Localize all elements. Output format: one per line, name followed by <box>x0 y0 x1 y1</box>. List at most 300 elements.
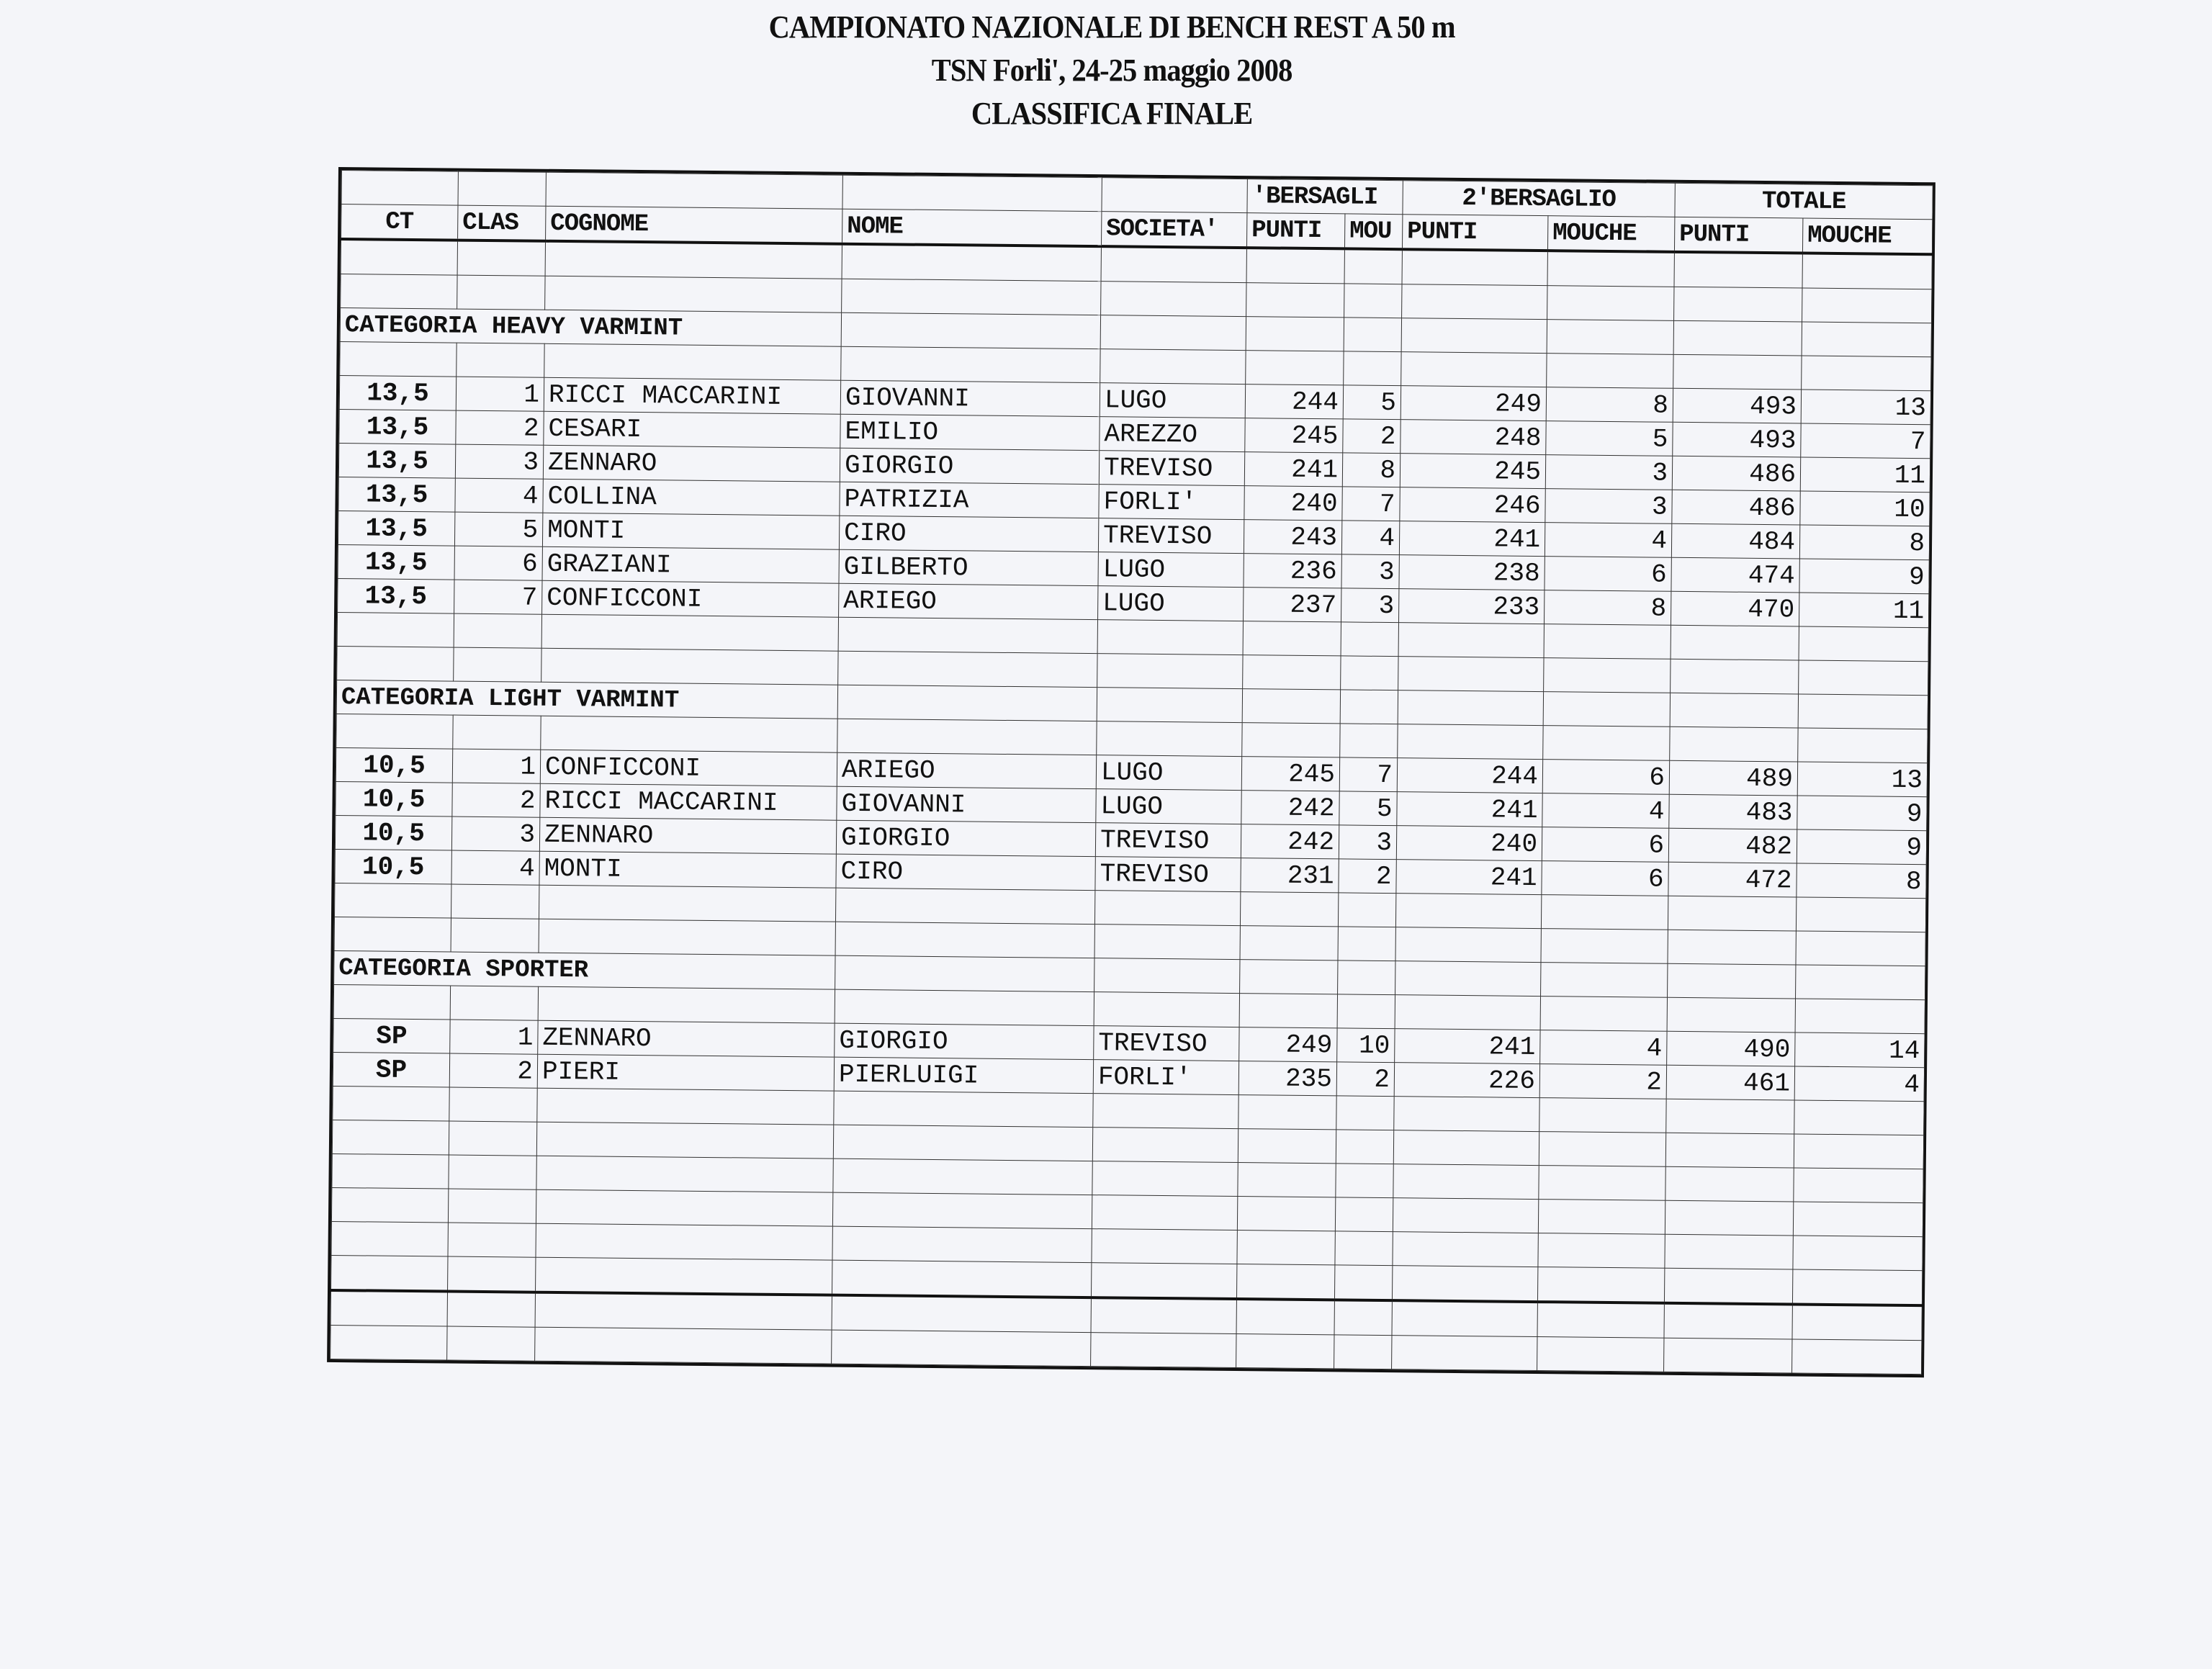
empty-cell <box>1401 318 1547 354</box>
empty-cell <box>1243 655 1341 690</box>
empty-cell <box>1240 892 1338 927</box>
empty-cell <box>1236 1299 1334 1335</box>
empty-cell <box>450 986 538 1020</box>
cell-b1-mouche: 5 <box>1339 791 1397 826</box>
empty-cell <box>1392 1300 1537 1336</box>
empty-cell <box>1100 315 1246 351</box>
empty-cell <box>1796 931 1925 966</box>
empty-cell <box>1398 724 1543 760</box>
empty-cell <box>1543 692 1670 727</box>
empty-cell <box>841 346 1100 382</box>
cell-b2-punti: 245 <box>1400 454 1545 489</box>
cell-tot-mouche: 8 <box>1797 863 1926 899</box>
cell-b1-mouche: 7 <box>1342 487 1400 521</box>
empty-cell <box>1544 624 1671 660</box>
cell-ct: 13,5 <box>339 376 456 411</box>
cell-societa: TREVISO <box>1098 518 1244 554</box>
cell-b1-punti: 245 <box>1241 757 1339 791</box>
empty-cell <box>837 685 1097 721</box>
cell-societa: LUGO <box>1098 552 1244 588</box>
empty-cell <box>331 1290 447 1326</box>
empty-cell <box>333 984 450 1020</box>
empty-cell <box>1091 1263 1236 1299</box>
cell-cognome: PIERI <box>537 1054 834 1091</box>
empty-cell <box>1344 318 1401 352</box>
empty-cell <box>1338 961 1395 995</box>
empty-cell <box>449 1155 536 1189</box>
empty-cell <box>1242 723 1340 757</box>
empty-cell <box>536 1189 832 1226</box>
cell-b2-punti: 244 <box>1397 758 1542 793</box>
cell-tot-mouche: 9 <box>1799 559 1929 594</box>
empty-cell <box>454 647 541 682</box>
empty-cell <box>1543 726 1670 761</box>
empty-cell <box>832 1330 1091 1366</box>
empty-cell <box>1547 320 1673 355</box>
empty-cell <box>1344 284 1402 318</box>
empty-cell <box>1664 1338 1792 1373</box>
cell-b1-punti: 244 <box>1245 384 1343 419</box>
empty-cell <box>1338 893 1395 927</box>
cell-societa: TREVISO <box>1095 823 1241 858</box>
cell-b1-punti: 231 <box>1241 858 1339 893</box>
cell-cognome: MONTI <box>539 851 836 888</box>
cell-tot-mouche: 13 <box>1801 390 1930 425</box>
cell-societa: LUGO <box>1096 755 1241 791</box>
cell-tot-punti: 486 <box>1672 456 1800 491</box>
empty-cell <box>1795 999 1925 1034</box>
cell-b2-punti: 238 <box>1399 555 1545 590</box>
empty-cell <box>1802 322 1931 357</box>
empty-cell <box>1793 1202 1923 1237</box>
cell-cognome: RICCI MACCARINI <box>540 783 837 820</box>
empty-cell <box>1401 352 1547 387</box>
empty-cell <box>341 239 457 275</box>
empty-cell <box>457 343 544 377</box>
empty-cell <box>1792 1304 1922 1340</box>
group-header-bersaglio-1: 'BERSAGLI <box>1247 179 1403 215</box>
empty-cell <box>536 1156 833 1192</box>
empty-cell <box>447 1326 535 1361</box>
empty-cell <box>1402 284 1547 320</box>
cell-nome: GIORGIO <box>836 820 1095 856</box>
cell-b1-punti: 235 <box>1238 1061 1336 1096</box>
cell-tot-punti: 472 <box>1668 862 1797 897</box>
empty-cell <box>1101 246 1246 282</box>
cell-b1-punti: 249 <box>1239 1027 1337 1062</box>
cell-clas: 3 <box>455 444 543 479</box>
cell-ct: 13,5 <box>339 410 456 445</box>
empty-cell <box>833 1125 1092 1161</box>
empty-cell <box>1338 927 1395 961</box>
cell-b2-mouche: 6 <box>1542 827 1668 863</box>
column-header-clas: CLAS <box>458 205 546 241</box>
column-header-tot-mouche: MOUCHE <box>1802 218 1932 254</box>
category-title: CATEGORIA LIGHT VARMINT <box>336 680 837 719</box>
empty-cell <box>1541 963 1668 998</box>
cell-tot-mouche: 8 <box>1799 525 1929 560</box>
empty-cell <box>1665 1234 1793 1269</box>
empty-cell <box>1664 1268 1792 1304</box>
cell-b2-mouche: 8 <box>1545 590 1671 626</box>
empty-cell <box>1666 1099 1794 1134</box>
cell-tot-punti: 490 <box>1667 1031 1795 1066</box>
empty-cell <box>1671 625 1799 660</box>
cell-tot-punti: 486 <box>1672 490 1800 525</box>
empty-cell <box>1793 1236 1923 1271</box>
empty-cell <box>332 1153 449 1189</box>
cell-clas: 1 <box>450 1020 538 1054</box>
cell-clas: 3 <box>451 816 539 851</box>
cell-nome: CIRO <box>836 854 1095 890</box>
empty-cell <box>1341 656 1398 690</box>
empty-cell <box>842 279 1101 315</box>
cell-clas: 4 <box>451 850 539 885</box>
cell-societa: LUGO <box>1096 789 1241 824</box>
empty-cell <box>1547 286 1674 321</box>
empty-cell <box>1094 925 1240 960</box>
cell-ct: 10,5 <box>335 849 451 884</box>
empty-cell <box>449 1121 536 1156</box>
empty-cell <box>1393 1130 1539 1166</box>
empty-cell <box>838 651 1097 687</box>
cell-b1-punti: 242 <box>1241 791 1339 825</box>
cell-clas: 6 <box>454 546 542 580</box>
empty-cell <box>1398 690 1543 726</box>
cell-tot-mouche: 14 <box>1795 1033 1925 1068</box>
cell-b1-mouche: 8 <box>1342 453 1400 487</box>
cell-societa: TREVISO <box>1094 1026 1239 1061</box>
empty-cell <box>1668 930 1796 965</box>
cell-ct: 13,5 <box>338 579 454 614</box>
empty-cell <box>544 343 841 380</box>
empty-cell <box>1673 320 1802 356</box>
empty-cell <box>334 917 451 952</box>
cell-tot-punti: 484 <box>1671 523 1799 559</box>
title-championship: CAMPIONATO NAZIONALE DI BENCH REST A 50 m <box>768 9 1455 45</box>
empty-cell <box>837 719 1097 755</box>
cell-tot-punti: 470 <box>1671 591 1799 626</box>
empty-cell <box>835 888 1094 924</box>
empty-cell <box>1344 351 1401 386</box>
cell-b1-mouche: 2 <box>1339 859 1396 894</box>
cell-tot-punti: 482 <box>1668 828 1797 863</box>
empty-cell <box>1239 994 1337 1028</box>
empty-cell <box>1242 689 1340 724</box>
cell-b2-punti: 226 <box>1394 1063 1539 1098</box>
cell-clas: 5 <box>454 512 542 546</box>
empty-cell <box>332 1120 449 1155</box>
cell-cognome: ZENNARO <box>538 1020 835 1057</box>
empty-cell <box>536 1223 832 1260</box>
title-venue-date: TSN Forli', 24-25 maggio 2008 <box>931 53 1292 88</box>
empty-cell <box>448 1223 536 1257</box>
empty-cell <box>1395 961 1541 997</box>
cell-cognome: MONTI <box>542 513 839 549</box>
empty-cell <box>1334 1335 1392 1369</box>
cell-b2-mouche: 3 <box>1545 489 1672 524</box>
empty-cell <box>1668 896 1796 931</box>
empty-cell <box>539 919 835 955</box>
empty-cell <box>331 1221 448 1256</box>
cell-b1-mouche: 10 <box>1337 1028 1395 1063</box>
cell-nome: GIOVANNI <box>840 380 1100 416</box>
empty-cell <box>1802 288 1932 323</box>
empty-cell <box>537 1088 834 1125</box>
cell-b1-punti: 242 <box>1241 824 1339 859</box>
empty-cell <box>1092 1229 1237 1264</box>
empty-cell <box>1538 1233 1665 1269</box>
cell-nome: GIOVANNI <box>837 786 1096 822</box>
cell-tot-punti: 493 <box>1673 388 1801 423</box>
cell-b1-punti: 236 <box>1244 554 1341 588</box>
cell-tot-punti: 493 <box>1673 422 1801 457</box>
empty-cell <box>838 617 1097 653</box>
cell-b1-punti: 241 <box>1244 452 1342 487</box>
cell-b1-mouche: 2 <box>1343 419 1401 454</box>
cell-societa: AREZZO <box>1100 417 1245 452</box>
empty-cell <box>539 885 835 922</box>
cell-b2-punti: 240 <box>1396 826 1542 861</box>
empty-cell <box>1402 249 1547 285</box>
empty-cell <box>535 1292 832 1330</box>
empty-cell <box>1665 1200 1793 1236</box>
cell-nome: PIERLUIGI <box>834 1057 1093 1093</box>
empty-cell <box>835 922 1094 958</box>
cell-b1-mouche: 4 <box>1341 521 1399 555</box>
empty-cell <box>1537 1337 1664 1372</box>
empty-cell <box>832 1295 1091 1333</box>
empty-cell <box>1336 1164 1393 1198</box>
empty-cell <box>448 1256 536 1292</box>
empty-cell <box>1097 654 1243 689</box>
cell-b1-mouche: 5 <box>1343 385 1401 420</box>
column-header-ct: CT <box>341 204 458 240</box>
empty-cell <box>337 613 454 648</box>
empty-cell <box>1674 252 1802 288</box>
empty-cell <box>1093 1094 1238 1129</box>
empty-cell <box>832 1260 1091 1297</box>
results-body <box>331 239 1933 1375</box>
cell-nome: PATRIZIA <box>840 482 1099 518</box>
empty-cell <box>835 955 1094 991</box>
cell-ct: 13,5 <box>338 511 454 546</box>
empty-cell <box>1537 1302 1664 1338</box>
cell-b2-mouche: 4 <box>1540 1030 1667 1066</box>
empty-cell <box>1670 726 1798 762</box>
cell-cognome: ZENNARO <box>539 817 836 854</box>
empty-cell <box>1393 1164 1539 1200</box>
empty-cell <box>1798 694 1928 729</box>
empty-cell <box>1092 1161 1238 1197</box>
cell-tot-mouche: 10 <box>1800 491 1930 526</box>
cell-tot-punti: 483 <box>1669 794 1797 829</box>
empty-cell <box>841 312 1100 348</box>
empty-cell <box>1798 728 1928 763</box>
empty-cell <box>545 241 842 279</box>
empty-cell <box>842 244 1101 282</box>
group-header-totale: TOTALE <box>1675 183 1933 219</box>
empty-cell <box>1336 1130 1393 1164</box>
empty-cell <box>1671 659 1799 694</box>
cell-clas: 4 <box>455 478 543 513</box>
cell-cognome: ZENNARO <box>543 445 840 482</box>
cell-b2-mouche: 3 <box>1545 455 1672 490</box>
empty-cell <box>1100 349 1246 384</box>
empty-cell <box>1094 891 1240 926</box>
empty-cell <box>1335 1231 1393 1266</box>
empty-cell <box>1101 282 1246 317</box>
column-header-nome: NOME <box>842 209 1102 246</box>
empty-cell <box>1539 1132 1665 1167</box>
empty-cell <box>1539 1098 1666 1133</box>
cell-b2-mouche: 6 <box>1542 861 1668 896</box>
cell-b2-punti: 241 <box>1396 860 1542 895</box>
empty-cell <box>1794 1168 1923 1203</box>
empty-cell <box>1091 1297 1236 1333</box>
empty-cell <box>1393 1198 1538 1233</box>
empty-cell <box>1246 317 1344 351</box>
empty-cell <box>541 648 838 685</box>
cell-b2-mouche: 8 <box>1546 387 1673 423</box>
cell-clas: 1 <box>452 749 540 783</box>
empty-cell <box>1344 248 1402 284</box>
empty-cell <box>451 918 539 953</box>
cell-cognome: CONFICCONI <box>542 580 839 617</box>
empty-cell <box>1237 1197 1335 1231</box>
cell-b2-punti: 233 <box>1399 589 1545 624</box>
cell-tot-mouche: 9 <box>1797 829 1926 865</box>
empty-cell <box>1094 958 1240 994</box>
empty-cell <box>545 276 842 312</box>
empty-cell <box>448 1189 536 1223</box>
empty-cell <box>1238 1095 1336 1130</box>
empty-cell <box>340 342 457 377</box>
empty-cell <box>457 275 545 310</box>
empty-cell <box>1670 693 1798 728</box>
empty-cell <box>449 1087 537 1122</box>
document-title <box>91 6 2126 135</box>
empty-cell <box>1667 997 1795 1033</box>
empty-cell <box>1668 963 1796 999</box>
empty-cell <box>337 647 454 682</box>
empty-cell <box>1236 1334 1334 1369</box>
cell-b2-mouche: 4 <box>1545 523 1671 558</box>
empty-cell <box>447 1292 535 1328</box>
title-final-ranking: CLASSIFICA FINALE <box>971 96 1253 131</box>
empty-cell <box>1243 621 1341 656</box>
empty-cell <box>832 1192 1092 1228</box>
empty-cell <box>1799 626 1928 662</box>
empty-cell <box>1395 995 1540 1030</box>
empty-cell <box>1398 657 1544 692</box>
cell-b2-punti: 248 <box>1401 420 1546 455</box>
cell-cognome: GRAZIANI <box>542 546 839 583</box>
cell-tot-mouche: 13 <box>1797 762 1927 797</box>
empty-cell <box>451 884 539 919</box>
cell-tot-punti: 489 <box>1669 760 1797 796</box>
empty-cell <box>1337 994 1395 1029</box>
empty-cell <box>541 716 837 752</box>
cell-b2-punti: 249 <box>1401 386 1546 421</box>
empty-cell <box>1395 927 1541 963</box>
empty-cell <box>835 989 1094 1025</box>
cell-ct: SP <box>333 1052 449 1087</box>
cell-clas: 7 <box>454 580 542 614</box>
cell-nome: EMILIO <box>840 414 1100 450</box>
group-header-bersaglio-2: 2'BERSAGLIO <box>1403 181 1675 217</box>
empty-cell <box>1097 688 1242 723</box>
cell-b2-mouche: 4 <box>1542 793 1669 829</box>
cell-cognome: CONFICCONI <box>540 750 837 786</box>
cell-societa: FORLI' <box>1099 485 1244 520</box>
cell-b2-punti: 241 <box>1399 521 1545 557</box>
empty-cell <box>1794 1134 1923 1169</box>
cell-clas: 1 <box>456 377 544 411</box>
category-title: CATEGORIA HEAVY VARMINT <box>340 308 841 347</box>
empty-cell <box>1240 960 1338 994</box>
empty-cell <box>1094 992 1239 1027</box>
empty-cell <box>1392 1266 1537 1302</box>
empty-cell <box>333 1086 449 1121</box>
empty-cell <box>1398 623 1544 658</box>
cell-ct: 13,5 <box>338 444 455 479</box>
empty-cell <box>1097 620 1243 655</box>
empty-cell <box>1541 895 1668 930</box>
empty-cell <box>541 614 838 651</box>
empty-cell <box>1544 658 1671 693</box>
empty-cell <box>1796 965 1925 1000</box>
cell-tot-mouche: 11 <box>1799 593 1928 628</box>
cell-b1-mouche: 2 <box>1336 1062 1394 1097</box>
cell-b2-mouche: 6 <box>1545 557 1671 592</box>
cell-ct: SP <box>333 1018 450 1053</box>
cell-nome: CIRO <box>839 516 1098 552</box>
empty-cell <box>834 1091 1093 1127</box>
column-header-cognome: COGNOME <box>546 206 842 243</box>
empty-cell <box>1238 1129 1336 1164</box>
column-header-tot-punti: PUNTI <box>1674 217 1802 253</box>
empty-cell <box>1796 897 1925 932</box>
empty-cell <box>1240 926 1338 961</box>
cell-nome: GILBERTO <box>839 549 1098 585</box>
empty-cell <box>1537 1267 1664 1303</box>
empty-cell <box>1665 1166 1794 1202</box>
empty-cell <box>1236 1264 1334 1300</box>
cell-tot-mouche: 7 <box>1801 423 1930 459</box>
cell-societa: TREVISO <box>1095 857 1241 892</box>
cell-b2-punti: 241 <box>1395 1029 1540 1064</box>
empty-cell <box>1335 1197 1393 1232</box>
empty-cell <box>1334 1300 1392 1335</box>
empty-cell <box>1237 1231 1335 1265</box>
empty-cell <box>1664 1303 1792 1339</box>
cell-clas: 2 <box>456 410 544 445</box>
cell-ct: 10,5 <box>336 748 452 783</box>
empty-cell <box>331 1187 448 1223</box>
cell-b2-punti: 241 <box>1397 792 1542 827</box>
empty-cell <box>1673 354 1802 390</box>
empty-cell <box>454 613 541 648</box>
empty-cell <box>1246 248 1344 284</box>
cell-nome: GIORGIO <box>835 1023 1094 1059</box>
empty-cell <box>1802 253 1932 289</box>
cell-b1-mouche: 3 <box>1341 554 1399 589</box>
cell-nome: ARIEGO <box>839 583 1098 619</box>
empty-cell <box>1538 1200 1665 1235</box>
empty-cell <box>1334 1265 1392 1300</box>
cell-b1-mouche: 7 <box>1339 757 1397 792</box>
